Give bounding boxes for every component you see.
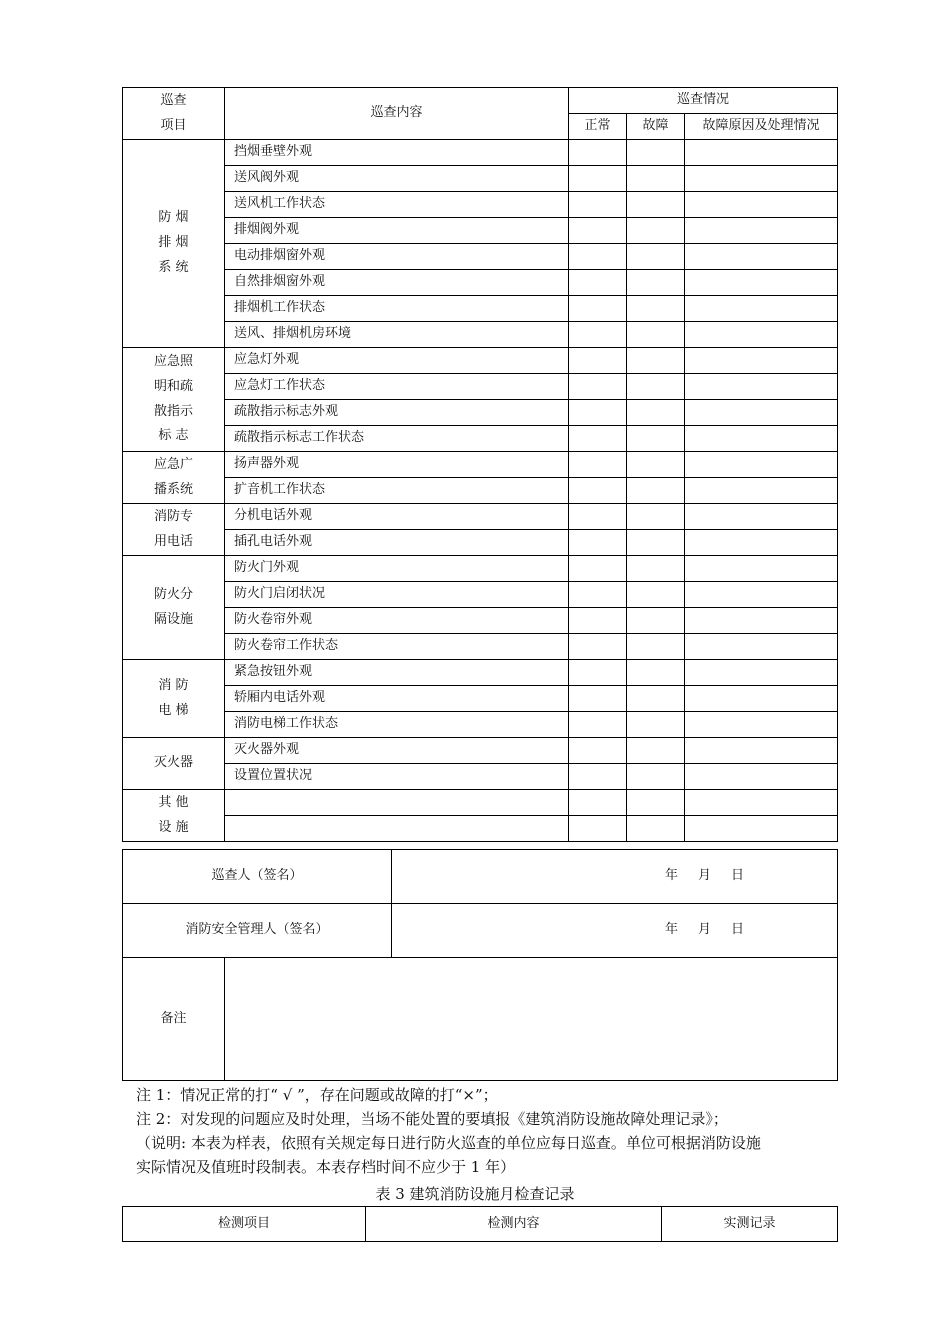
reason-cell[interactable] xyxy=(685,634,838,660)
fault-check-cell[interactable] xyxy=(627,296,685,322)
header-status: 巡查情况 xyxy=(569,88,838,114)
normal-check-cell[interactable] xyxy=(569,686,627,712)
group-name-line: 隔设施 xyxy=(153,611,193,627)
fault-check-cell[interactable] xyxy=(627,244,685,270)
inspection-item: 挡烟垂壁外观 xyxy=(225,140,569,166)
group-name-line: 消 防 xyxy=(158,677,189,693)
table-row xyxy=(123,244,838,270)
fault-check-cell[interactable] xyxy=(627,712,685,738)
note-3b: 实际情况及值班时段制表。本表存档时间不应少于 1 年） xyxy=(136,1158,516,1176)
inspection-item: 疏散指示标志外观 xyxy=(225,400,569,426)
inspection-item: 疏散指示标志工作状态 xyxy=(225,426,569,452)
normal-check-cell[interactable] xyxy=(569,530,627,556)
inspection-item: 消防电梯工作状态 xyxy=(225,712,569,738)
group-name-cell xyxy=(123,504,225,556)
inspection-item: 防火门外观 xyxy=(225,556,569,582)
reason-cell[interactable] xyxy=(685,738,838,764)
inspection-item: 紧急按钮外观 xyxy=(225,660,569,686)
fault-check-cell[interactable] xyxy=(627,816,685,842)
fault-check-cell[interactable] xyxy=(627,192,685,218)
table3-col-content: 检测内容 xyxy=(366,1207,662,1242)
reason-cell[interactable] xyxy=(685,426,838,452)
reason-cell[interactable] xyxy=(685,556,838,582)
normal-check-cell[interactable] xyxy=(569,582,627,608)
header-item-cell xyxy=(123,88,225,140)
table-row xyxy=(123,322,838,348)
table-row xyxy=(123,686,838,712)
group-name-line: 明和疏 xyxy=(153,378,193,394)
normal-check-cell[interactable] xyxy=(569,218,627,244)
fault-check-cell[interactable] xyxy=(627,452,685,478)
reason-cell[interactable] xyxy=(685,348,838,374)
table-row xyxy=(123,348,838,374)
reason-cell[interactable] xyxy=(685,478,838,504)
normal-check-cell[interactable] xyxy=(569,816,627,842)
normal-check-cell[interactable] xyxy=(569,764,627,790)
normal-check-cell[interactable] xyxy=(569,166,627,192)
normal-check-cell[interactable] xyxy=(569,140,627,166)
inspection-item: 防火卷帘工作状态 xyxy=(225,634,569,660)
fault-check-cell[interactable] xyxy=(627,140,685,166)
inspection-item: 电动排烟窗外观 xyxy=(225,244,569,270)
inspector-signature-label: 巡查人（签名） xyxy=(123,850,392,904)
fault-check-cell[interactable] xyxy=(627,790,685,816)
group-name-cell xyxy=(123,556,225,660)
table-row xyxy=(123,140,838,166)
group-name-line: 电 梯 xyxy=(158,702,189,718)
normal-check-cell[interactable] xyxy=(569,556,627,582)
table-row xyxy=(123,270,838,296)
group-name-line: 消防专 xyxy=(153,508,193,524)
reason-cell[interactable] xyxy=(685,712,838,738)
table-row xyxy=(123,634,838,660)
inspection-item: 送风机工作状态 xyxy=(225,192,569,218)
reason-cell[interactable] xyxy=(685,582,838,608)
fault-check-cell[interactable] xyxy=(627,374,685,400)
group-name-line: 系 统 xyxy=(158,259,189,275)
reason-cell[interactable] xyxy=(685,140,838,166)
table-row xyxy=(123,556,838,582)
normal-check-cell[interactable] xyxy=(569,712,627,738)
inspection-item: 自然排烟窗外观 xyxy=(225,270,569,296)
fault-check-cell[interactable] xyxy=(627,218,685,244)
table-row xyxy=(123,712,838,738)
inspection-item: 排烟机工作状态 xyxy=(225,296,569,322)
group-name-line: 防 烟 xyxy=(158,210,189,226)
manager-signature-label: 消防安全管理人（签名） xyxy=(123,904,392,958)
normal-check-cell[interactable] xyxy=(569,270,627,296)
group-name-line: 应急广 xyxy=(153,456,193,472)
inspection-item xyxy=(225,816,569,842)
fault-check-cell[interactable] xyxy=(627,764,685,790)
reason-cell[interactable] xyxy=(685,660,838,686)
year-label: 年 xyxy=(664,868,678,884)
table-row xyxy=(123,478,838,504)
fault-check-cell[interactable] xyxy=(627,738,685,764)
header-content: 巡查内容 xyxy=(225,88,569,140)
fault-check-cell[interactable] xyxy=(627,348,685,374)
normal-check-cell[interactable] xyxy=(569,296,627,322)
group-name-line: 散指示 xyxy=(153,403,193,419)
inspection-item xyxy=(225,790,569,816)
inspection-item: 送风阀外观 xyxy=(225,166,569,192)
inspection-item: 防火卷帘外观 xyxy=(225,608,569,634)
inspection-item: 应急灯工作状态 xyxy=(225,374,569,400)
normal-check-cell[interactable] xyxy=(569,608,627,634)
remarks-label: 备注 xyxy=(123,958,225,1081)
reason-cell[interactable] xyxy=(685,218,838,244)
group-name-cell xyxy=(123,660,225,738)
group-name-line: 播系统 xyxy=(153,481,193,497)
normal-check-cell[interactable] xyxy=(569,634,627,660)
table-row xyxy=(123,166,838,192)
reason-cell[interactable] xyxy=(685,374,838,400)
table-row xyxy=(123,608,838,634)
inspection-item: 防火门启闭状况 xyxy=(225,582,569,608)
fault-check-cell[interactable] xyxy=(627,504,685,530)
fault-check-cell[interactable] xyxy=(627,660,685,686)
month-label: 月 xyxy=(698,868,712,884)
table3-col-record: 实测记录 xyxy=(662,1207,838,1242)
normal-check-cell[interactable] xyxy=(569,244,627,270)
reason-cell[interactable] xyxy=(685,400,838,426)
reason-cell[interactable] xyxy=(685,296,838,322)
inspection-item: 送风、排烟机房环境 xyxy=(225,322,569,348)
group-name-line: 其 他 xyxy=(158,794,189,810)
reason-cell[interactable] xyxy=(685,504,838,530)
reason-cell[interactable] xyxy=(685,530,838,556)
table-row xyxy=(123,738,838,764)
normal-check-cell[interactable] xyxy=(569,452,627,478)
normal-check-cell[interactable] xyxy=(569,738,627,764)
inspection-item: 应急灯外观 xyxy=(225,348,569,374)
table-row xyxy=(123,192,838,218)
table-row xyxy=(123,816,838,842)
inspection-item: 轿厢内电话外观 xyxy=(225,686,569,712)
manager-date-field[interactable] xyxy=(392,904,838,958)
table-row xyxy=(123,582,838,608)
group-name-line: 灭火器 xyxy=(153,755,193,771)
fault-check-cell[interactable] xyxy=(627,426,685,452)
normal-check-cell[interactable] xyxy=(569,790,627,816)
header-item-line: 巡查 xyxy=(160,92,187,108)
normal-check-cell[interactable] xyxy=(569,426,627,452)
group-name-line: 排 烟 xyxy=(158,235,189,251)
monthly-inspection-table xyxy=(122,1206,838,1242)
group-name-cell xyxy=(123,140,225,348)
table-row xyxy=(123,426,838,452)
table-row xyxy=(123,764,838,790)
inspection-item: 分机电话外观 xyxy=(225,504,569,530)
table-row xyxy=(123,790,838,816)
year-label: 年 xyxy=(664,922,678,938)
fault-check-cell[interactable] xyxy=(627,270,685,296)
inspection-item: 灭火器外观 xyxy=(225,738,569,764)
normal-check-cell[interactable] xyxy=(569,374,627,400)
fault-check-cell[interactable] xyxy=(627,400,685,426)
month-label: 月 xyxy=(698,922,712,938)
table-row xyxy=(123,374,838,400)
normal-check-cell[interactable] xyxy=(569,192,627,218)
normal-check-cell[interactable] xyxy=(569,322,627,348)
header-normal: 正常 xyxy=(569,114,627,140)
reason-cell[interactable] xyxy=(685,816,838,842)
group-name-line: 用电话 xyxy=(153,533,193,549)
fault-check-cell[interactable] xyxy=(627,556,685,582)
group-name-line: 防火分 xyxy=(153,586,193,602)
fault-check-cell[interactable] xyxy=(627,582,685,608)
reason-cell[interactable] xyxy=(685,166,838,192)
table3-title: 表 3 建筑消防设施月检查记录 xyxy=(375,1185,575,1203)
group-name-cell xyxy=(123,348,225,452)
fault-check-cell[interactable] xyxy=(627,608,685,634)
group-name-line: 标 志 xyxy=(158,428,189,444)
normal-check-cell[interactable] xyxy=(569,504,627,530)
note-1: 注 1：情况正常的打“ √ ”，存在问题或故障的打“×”； xyxy=(136,1086,498,1104)
day-label: 日 xyxy=(731,868,745,884)
table-row xyxy=(123,400,838,426)
signature-table xyxy=(122,849,838,1081)
table-row xyxy=(123,218,838,244)
table-row xyxy=(123,504,838,530)
reason-cell[interactable] xyxy=(685,686,838,712)
inspection-item: 排烟阀外观 xyxy=(225,218,569,244)
reason-cell[interactable] xyxy=(685,192,838,218)
header-fault: 故障 xyxy=(627,114,685,140)
reason-cell[interactable] xyxy=(685,608,838,634)
normal-check-cell[interactable] xyxy=(569,400,627,426)
group-name-cell xyxy=(123,790,225,842)
fault-check-cell[interactable] xyxy=(627,166,685,192)
note-2: 注 2：对发现的问题应及时处理，当场不能处置的要填报《建筑消防设施故障处理记录》； xyxy=(136,1110,728,1128)
fault-check-cell[interactable] xyxy=(627,634,685,660)
fault-check-cell[interactable] xyxy=(627,478,685,504)
table-row xyxy=(123,296,838,322)
header-item-line: 项目 xyxy=(160,117,187,133)
table3-col-item: 检测项目 xyxy=(123,1207,366,1242)
reason-cell[interactable] xyxy=(685,790,838,816)
inspector-date-field[interactable] xyxy=(392,850,838,904)
reason-cell[interactable] xyxy=(685,322,838,348)
inspection-item: 设置位置状况 xyxy=(225,764,569,790)
note-3a: （说明: 本表为样表，依照有关规定每日进行防火巡查的单位应每日巡查。单位可根据消防设施 xyxy=(136,1134,761,1152)
fault-check-cell[interactable] xyxy=(627,530,685,556)
normal-check-cell[interactable] xyxy=(569,348,627,374)
group-name-line: 应急照 xyxy=(153,354,193,370)
fault-check-cell[interactable] xyxy=(627,322,685,348)
inspection-item: 插孔电话外观 xyxy=(225,530,569,556)
inspection-item: 扬声器外观 xyxy=(225,452,569,478)
daily-inspection-table xyxy=(122,87,838,842)
normal-check-cell[interactable] xyxy=(569,660,627,686)
group-name-cell xyxy=(123,738,225,790)
header-reason: 故障原因及处理情况 xyxy=(685,114,838,140)
day-label: 日 xyxy=(731,922,745,938)
remarks-field[interactable] xyxy=(225,958,838,1081)
group-name-line: 设 施 xyxy=(158,819,189,835)
table-row xyxy=(123,660,838,686)
table-row xyxy=(123,452,838,478)
reason-cell[interactable] xyxy=(685,764,838,790)
notes-block xyxy=(136,1083,816,1179)
fault-check-cell[interactable] xyxy=(627,686,685,712)
reason-cell[interactable] xyxy=(685,452,838,478)
group-name-cell xyxy=(123,452,225,504)
reason-cell[interactable] xyxy=(685,270,838,296)
inspection-item: 扩音机工作状态 xyxy=(225,478,569,504)
reason-cell[interactable] xyxy=(685,244,838,270)
normal-check-cell[interactable] xyxy=(569,478,627,504)
table-row xyxy=(123,530,838,556)
